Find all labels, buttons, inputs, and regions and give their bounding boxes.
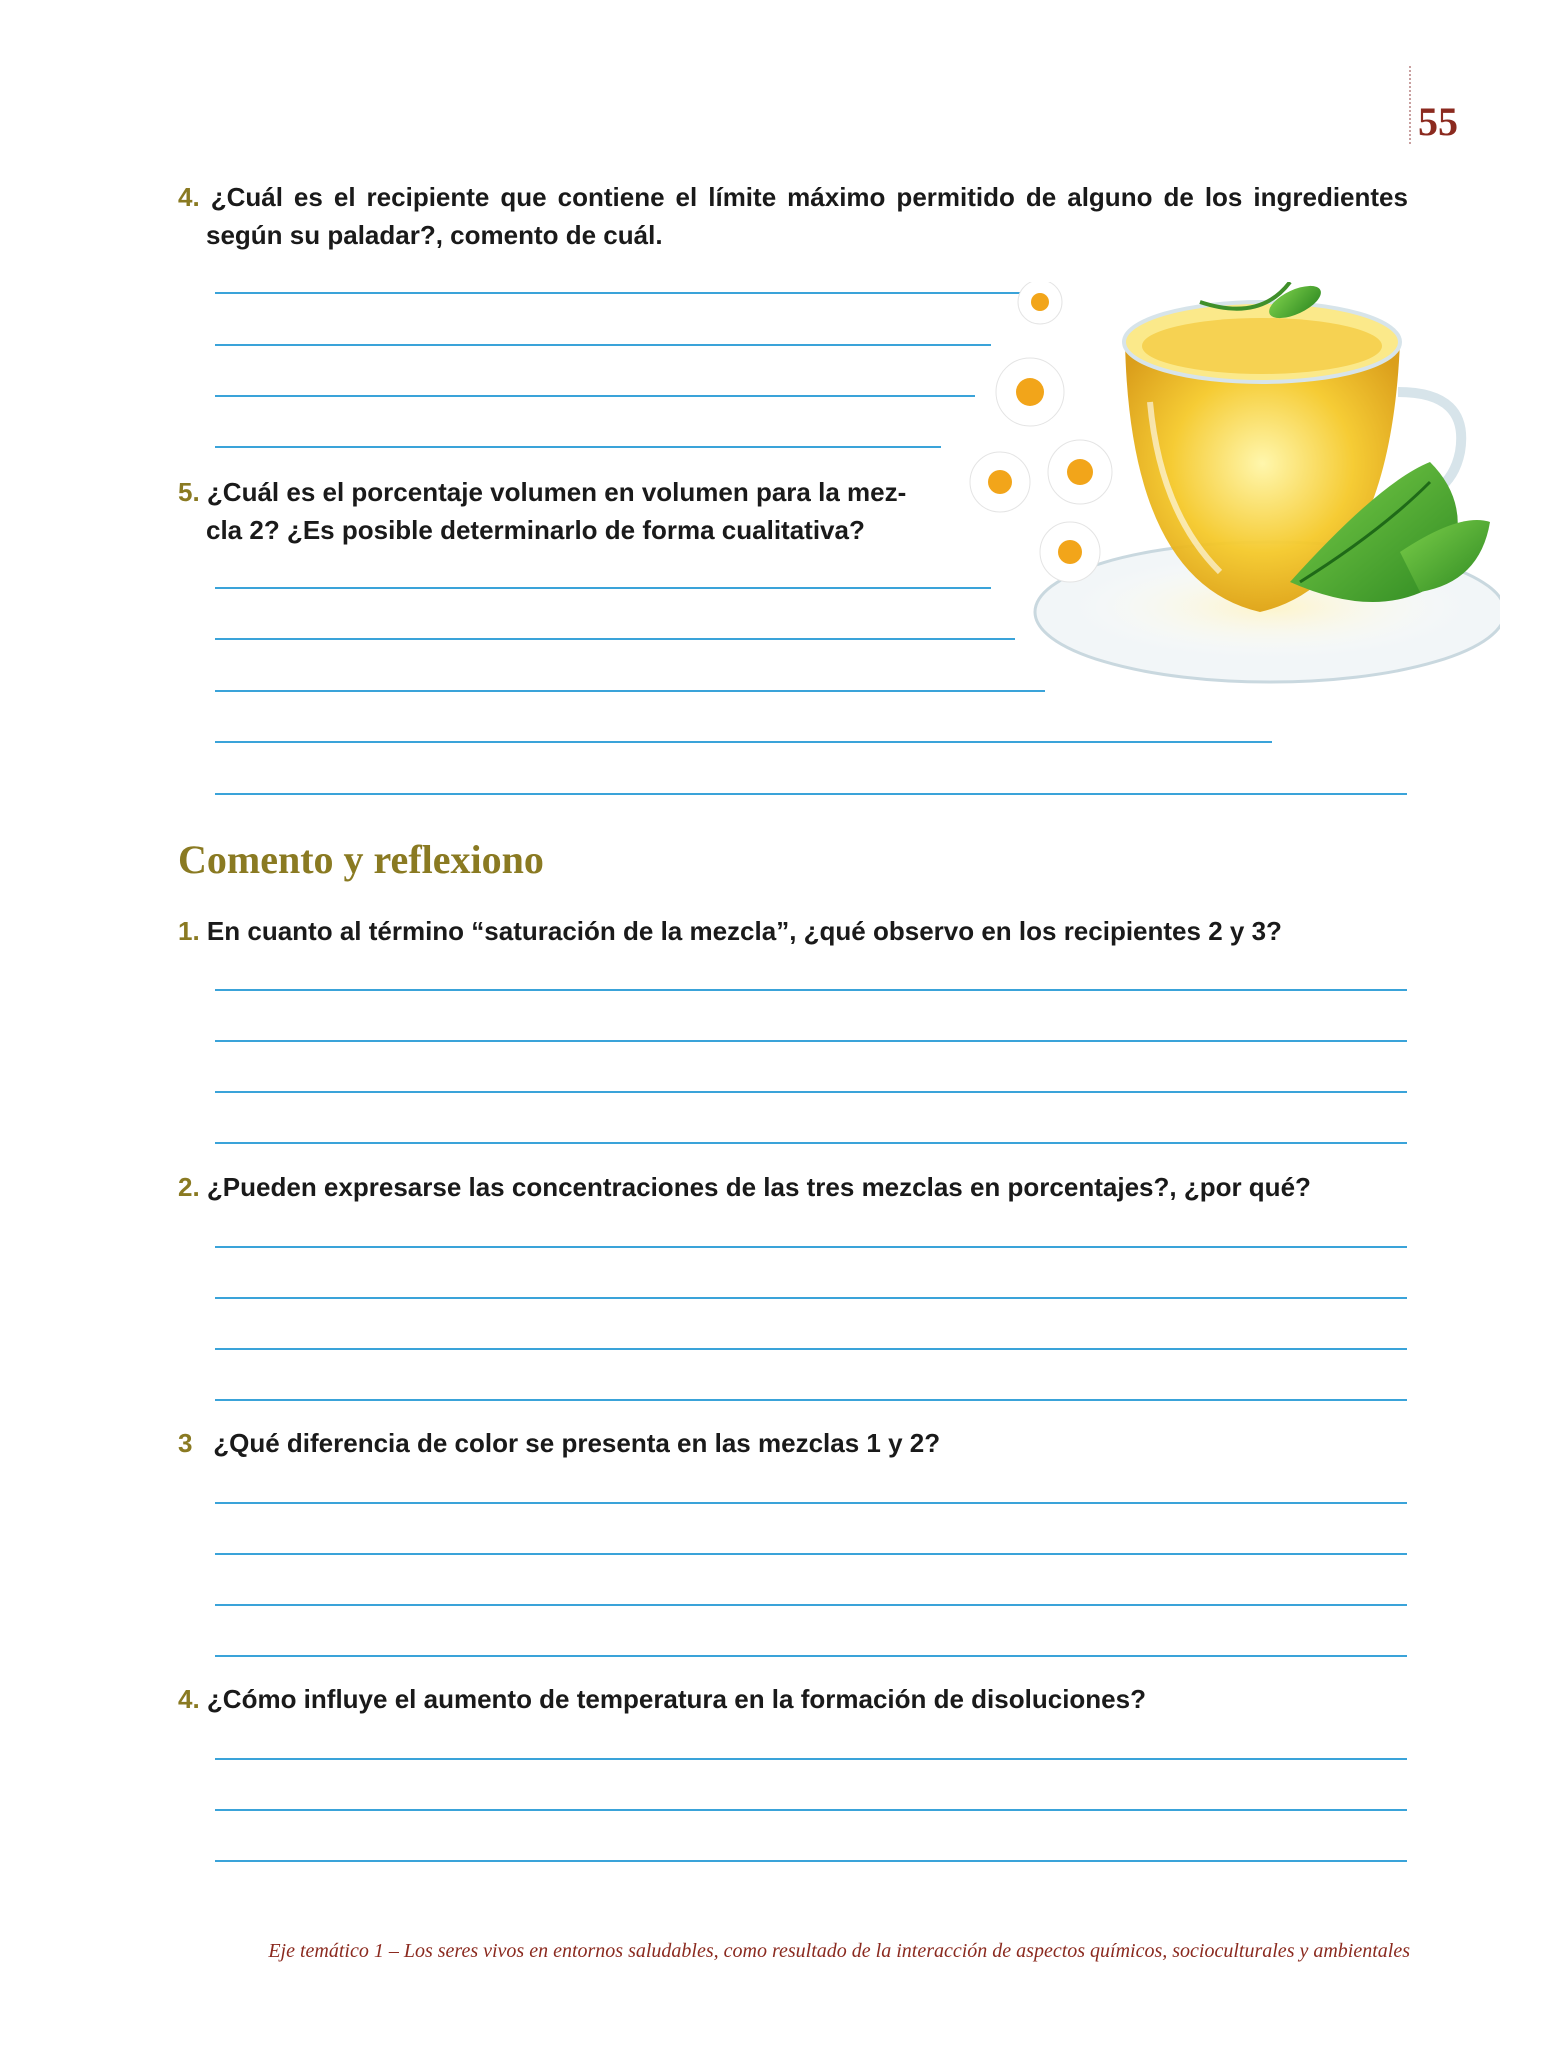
answer-line[interactable] bbox=[215, 344, 991, 346]
answer-line[interactable] bbox=[215, 1399, 1407, 1401]
page-number: 55 bbox=[1418, 99, 1458, 144]
answer-line[interactable] bbox=[215, 1091, 1407, 1093]
reflection-question-2 bbox=[178, 1168, 1311, 1206]
answer-line[interactable] bbox=[215, 793, 1407, 795]
answer-line[interactable] bbox=[215, 741, 1272, 743]
section-title: Comento y reflexiono bbox=[178, 837, 544, 882]
question-number: 5. bbox=[178, 477, 200, 507]
answer-line[interactable] bbox=[215, 395, 975, 397]
answer-line[interactable] bbox=[215, 1297, 1407, 1299]
answer-line[interactable] bbox=[215, 1553, 1407, 1555]
answer-line[interactable] bbox=[215, 690, 1045, 692]
question-text-line1: ¿Cuál es el recipiente que contiene el límite máximo permitido de alguno de los ingredientes bbox=[210, 182, 1408, 212]
question-text: ¿Qué diferencia de color se presenta en las mezclas 1 y 2? bbox=[213, 1428, 941, 1458]
answer-line[interactable] bbox=[215, 1040, 1407, 1042]
reflection-question-3 bbox=[178, 1424, 940, 1462]
page-footer: Eje temático 1 – Los seres vivos en entornos saludables, como resultado de la interacción de aspectos químicos, socioculturales y ambientales bbox=[268, 1940, 1410, 1962]
reflection-question-4 bbox=[178, 1680, 1146, 1718]
answer-line[interactable] bbox=[215, 292, 1041, 294]
question-text: En cuanto al término “saturación de la mezcla”, ¿qué observo en los recipientes 2 y 3? bbox=[206, 916, 1282, 946]
question-text: ¿Cómo influye el aumento de temperatura en la formación de disoluciones? bbox=[206, 1684, 1146, 1714]
tea-cup-illustration bbox=[960, 282, 1500, 702]
question-number: 1. bbox=[178, 916, 200, 946]
page-number-rule bbox=[1409, 66, 1411, 144]
question-text-line2: cla 2? ¿Es posible determinarlo de forma cualitativa? bbox=[206, 515, 865, 545]
question-number: 2. bbox=[178, 1172, 200, 1202]
answer-line[interactable] bbox=[215, 1860, 1407, 1862]
question-text-line2: según su paladar?, comento de cuál. bbox=[206, 220, 663, 250]
question-number: 3 bbox=[178, 1428, 193, 1458]
answer-line[interactable] bbox=[215, 1758, 1407, 1760]
question-text: ¿Pueden expresarse las concentraciones de las tres mezclas en porcentajes?, ¿por qué? bbox=[206, 1172, 1311, 1202]
question-5 bbox=[178, 473, 938, 549]
answer-line[interactable] bbox=[215, 1348, 1407, 1350]
answer-line[interactable] bbox=[215, 989, 1407, 991]
question-text-line1: ¿Cuál es el porcentaje volumen en volumen para la mez- bbox=[206, 477, 907, 507]
answer-line[interactable] bbox=[215, 1655, 1407, 1657]
answer-line[interactable] bbox=[215, 1604, 1407, 1606]
question-number: 4. bbox=[178, 1684, 200, 1714]
answer-line[interactable] bbox=[215, 446, 941, 448]
answer-line[interactable] bbox=[215, 1809, 1407, 1811]
answer-line[interactable] bbox=[215, 1142, 1407, 1144]
reflection-question-1 bbox=[178, 912, 1282, 950]
answer-line[interactable] bbox=[215, 1246, 1407, 1248]
answer-line[interactable] bbox=[215, 638, 1015, 640]
question-4 bbox=[178, 178, 1408, 254]
answer-line[interactable] bbox=[215, 587, 991, 589]
answer-line[interactable] bbox=[215, 1502, 1407, 1504]
question-number: 4. bbox=[178, 182, 200, 212]
